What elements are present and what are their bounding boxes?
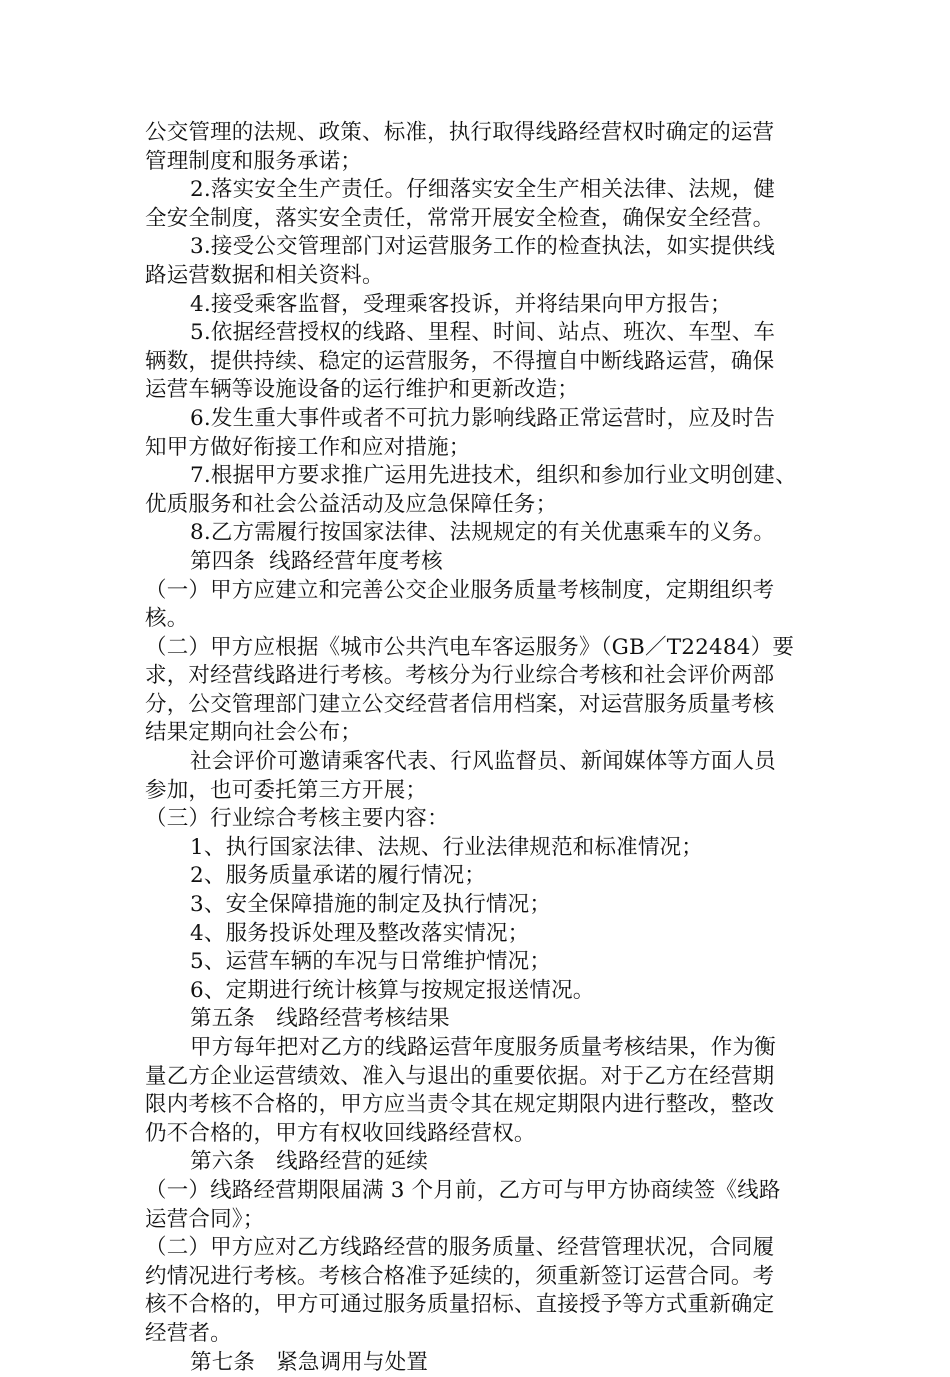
text-line: 量乙方企业运营绩效、准入与退出的重要依据。对于乙方在经营期 [145, 1063, 775, 1089]
text-line: （一）甲方应建立和完善公交企业服务质量考核制度，定期组织考 [145, 577, 775, 603]
paragraph [0, 977, 825, 1006]
text-line: 5、运营车辆的车况与日常维护情况； [190, 949, 552, 975]
text-line: 核不合格的，甲方可通过服务质量招标、直接授予等方式重新确定 [145, 1292, 775, 1318]
paragraph [0, 748, 825, 805]
paragraph [0, 405, 825, 462]
text-line: 知甲方做好衔接工作和应对措施； [145, 434, 471, 460]
article-heading [0, 1349, 825, 1377]
text-line: （一）线路经营期限届满 3 个月前，乙方可与甲方协商续签《线路 [145, 1177, 781, 1203]
text-line: 管理制度和服务承诺； [145, 148, 363, 174]
text-line: 8.乙方需履行按国家法律、法规规定的有关优惠乘车的义务。 [190, 520, 776, 546]
paragraph [0, 119, 825, 176]
text-line: 2.落实安全生产责任。仔细落实安全生产相关法律、法规，健 [190, 177, 776, 203]
paragraph [0, 519, 825, 548]
text-line: 辆数，提供持续、稳定的运营服务，不得擅自中断线路运营，确保 [145, 348, 775, 374]
text-line: 优质服务和社会公益活动及应急保障任务； [145, 491, 558, 517]
paragraph [0, 1234, 825, 1348]
text-line: 2、服务质量承诺的履行情况； [190, 863, 486, 889]
paragraph [0, 1177, 825, 1234]
text-line: 参加，也可委托第三方开展； [145, 777, 428, 803]
document-body [0, 119, 950, 1377]
text-line: 核。 [145, 606, 189, 632]
text-line: 3.接受公交管理部门对运营服务工作的检查执法，如实提供线 [190, 234, 776, 260]
paragraph [0, 805, 825, 834]
text-line: 5.依据经营授权的线路、里程、时间、站点、班次、车型、车 [190, 320, 776, 346]
text-line: （三）行业综合考核主要内容： [145, 806, 449, 832]
paragraph [0, 891, 825, 920]
article-heading [0, 1005, 825, 1034]
text-line: 求，对经营线路进行考核。考核分为行业综合考核和社会评价两部 [145, 663, 775, 689]
text-line: 第六条 线路经营的延续 [190, 1149, 429, 1175]
text-line: 社会评价可邀请乘客代表、行风监督员、新闻媒体等方面人员 [190, 749, 776, 775]
article-heading [0, 548, 825, 577]
text-line: 分，公交管理部门建立公交经营者信用档案，对运营服务质量考核 [145, 691, 775, 717]
text-line: 全安全制度，落实安全责任，常常开展安全检查，确保安全经营。 [145, 205, 775, 231]
text-line: 4、服务投诉处理及整改落实情况； [190, 920, 530, 946]
text-line: 约情况进行考核。考核合格准予延续的，须重新签订运营合同。考 [145, 1263, 775, 1289]
text-line: 甲方每年把对乙方的线路运营年度服务质量考核结果，作为衡 [190, 1035, 776, 1060]
article-heading [0, 1148, 825, 1177]
text-line: 仍不合格的，甲方有权收回线路经营权。 [145, 1120, 536, 1146]
paragraph [0, 462, 825, 519]
paragraph [0, 634, 825, 748]
text-line: 运营合同》； [145, 1206, 265, 1232]
paragraph [0, 319, 825, 405]
paragraph [0, 233, 825, 290]
text-line: 结果定期向社会公布； [145, 720, 363, 746]
text-line: 6、定期进行统计核算与按规定报送情况。 [190, 977, 595, 1003]
text-line: 4.接受乘客监督，受理乘客投诉，并将结果向甲方报告； [190, 291, 732, 317]
paragraph [0, 834, 825, 863]
text-line: （二）甲方应根据《城市公共汽电车客运服务》（GB／T22484）要 [145, 634, 795, 660]
text-line: 公交管理的法规、政策、标准，执行取得线路经营权时确定的运营 [145, 120, 775, 145]
text-line: 7.根据甲方要求推广运用先进技术，组织和参加行业文明创建、 [190, 463, 797, 489]
paragraph [0, 862, 825, 891]
paragraph [0, 1034, 825, 1148]
text-line: 第七条 紧急调用与处置 [190, 1349, 429, 1375]
text-line: 第四条 线路经营年度考核 [190, 548, 443, 574]
text-line: 运营车辆等设施设备的运行维护和更新改造； [145, 377, 580, 403]
text-line: 第五条 线路经营考核结果 [190, 1006, 450, 1032]
text-line: 限内考核不合格的，甲方应当责令其在规定期限内进行整改，整改 [145, 1092, 775, 1118]
text-line: 路运营数据和相关资料。 [145, 262, 384, 288]
text-line: 3、安全保障措施的制定及执行情况； [190, 892, 552, 918]
paragraph [0, 291, 825, 320]
text-line: 经营者。 [145, 1320, 232, 1346]
text-line: （二）甲方应对乙方线路经营的服务质量、经营管理状况，合同履 [145, 1235, 775, 1261]
paragraph [0, 577, 825, 634]
paragraph [0, 948, 825, 977]
text-line: 1、执行国家法律、法规、行业法律规范和标准情况； [190, 834, 703, 860]
paragraph [0, 920, 825, 949]
paragraph [0, 176, 825, 233]
text-line: 6.发生重大事件或者不可抗力影响线路正常运营时，应及时告 [190, 405, 776, 431]
